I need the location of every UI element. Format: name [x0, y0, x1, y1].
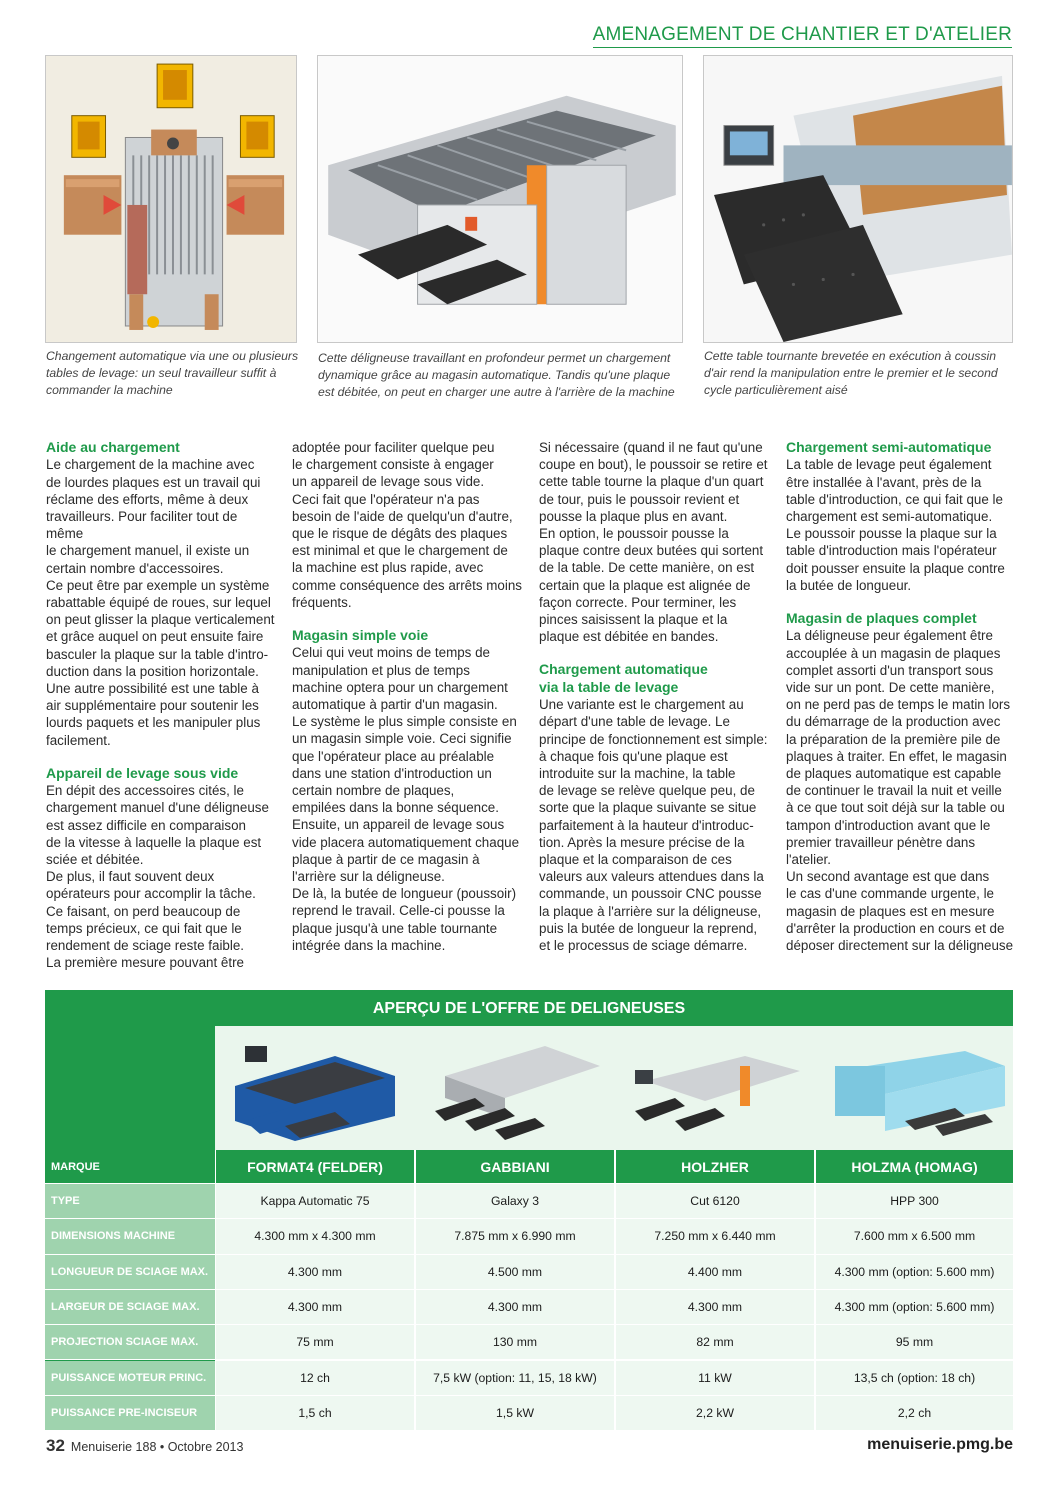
- table-cell: Galaxy 3: [415, 1184, 614, 1219]
- table-cell: 4.300 mm (option: 5.600 mm): [815, 1255, 1013, 1290]
- table-cell: 12 ch: [215, 1361, 414, 1396]
- paragraph: La table de levage peut également être installée à l'avant, près de la table d'introduction, ce qui fait que le chargement est semi-automatique. Le poussoir pousse la plaque sur la table d'introduction mais l'opérateur doit pousser ensuite la plaque contre la butée de longueur.: [786, 457, 1005, 593]
- table-cell: 4.300 mm (option: 5.600 mm): [815, 1290, 1013, 1325]
- table-cell: 95 mm: [815, 1325, 1013, 1360]
- table-row: [45, 1255, 1013, 1290]
- article-column-4: [786, 439, 1018, 954]
- row-label: PROJECTION SCIAGE MAX.: [45, 1325, 215, 1360]
- brand-cell: FORMAT4 (FELDER): [215, 1150, 414, 1184]
- table-cell: 11 kW: [615, 1361, 814, 1396]
- table-cell: 7,5 kW (option: 11, 15, 18 kW): [415, 1361, 614, 1396]
- brand-cell: HOLZMA (HOMAG): [815, 1150, 1013, 1184]
- row-label: LARGEUR DE SCIAGE MAX.: [45, 1290, 215, 1325]
- turning-table-photo: [703, 55, 1013, 343]
- row-label: TYPE: [45, 1184, 215, 1219]
- heading-magasin-complet: Magasin de plaques complet: [786, 610, 977, 627]
- paragraph: adoptée pour faciliter quelque peu le chargement consiste à engager un appareil de levage sous vide. Ceci fait que l'opérateur n'a pas besoin de l'aide de quelqu'un d'autre, que le risque de dégâts des plaques est minimal et que le chargement de la machine est plus rapide, avec comme conséquence des arrêts moins fréquents.: [292, 440, 522, 610]
- table-cell: Kappa Automatic 75: [215, 1184, 414, 1219]
- table-cell: 7.250 mm x 6.440 mm: [615, 1219, 814, 1254]
- footer-website-link[interactable]: menuiserie.pmg.be: [867, 1436, 1013, 1453]
- table-cell: 4.300 mm: [215, 1290, 414, 1325]
- paragraph: Celui qui veut moins de temps de manipulation et plus de temps machine optera pour un chargement automatique à partir d'un magasin. Le système le plus simple consiste en un magasin simple voie. Ceci signifie que l'opérateur place au préalable dans une station d'introduction un certain nombre de plaques, empilées dans la bonne séquence. Ensuite, un appareil de levage sous vide placera automatiquement chaque plaque à partir de ce magasin à l'arrière sur la déligneuse. De là, la butée de longueur (poussoir) reprend le travail. Celle-ci pousse la plaque jusqu'à une table tournante intégrée dans la machine.: [292, 645, 520, 953]
- table-cell: 4.300 mm: [415, 1290, 614, 1325]
- table-row: [45, 1396, 1013, 1431]
- table-cell: 4.300 mm: [215, 1255, 414, 1290]
- section-title: AMENAGEMENT DE CHANTIER ET D'ATELIER: [593, 24, 1012, 48]
- brand-row-label: MARQUE: [45, 1150, 215, 1184]
- paragraph: Si nécessaire (quand il ne faut qu'une coupe en bout), le poussoir se retire et cette table tourne la plaque d'un quart de tour, puis le poussoir revient et pousse la plaque plus en avant. En option, le poussoir pousse la plaque contre deux butées qui sortent de la table. De cette manière, on est certain que la plaque est alignée de façon correcte. Pour terminer, les pinces saisissent la plaque et la plaque est débitée en bandes.: [539, 440, 768, 645]
- machine-image-holzma: [815, 1026, 1014, 1150]
- heading-appareil-levage: Appareil de levage sous vide: [46, 764, 239, 781]
- page-number: 32: [46, 1436, 65, 1455]
- brand-cell: HOLZHER: [615, 1150, 814, 1184]
- footer-issue: [46, 1436, 243, 1456]
- panel-saw-photo: [317, 55, 683, 343]
- table-row: [45, 1290, 1013, 1325]
- table-row: [45, 1219, 1013, 1254]
- overview-title: APERÇU DE L'OFFRE DE DELIGNEUSES: [45, 990, 1013, 1026]
- table-row: [45, 1325, 1013, 1360]
- paragraph: Le chargement de la machine avec de lourdes plaques est un travail qui réclame des efforts, même à deux travailleurs. Pour faciliter tout de même le chargement manuel, il existe un certain nombre d'accessoires. Ce peut être par exemple un système rabattable équipé de roues, sur lequel on peut glisser la plaque verticalement et grâce auquel on peut ensuite faire basculer la plaque sur la table d'intro- duction dans la position horizontale. Une autre possibilité est une table à air supplémentaire pour soutenir les lourds paquets et les manipuler plus facilement.: [46, 457, 275, 748]
- table-cell: HPP 300: [815, 1184, 1013, 1219]
- table-cell: 82 mm: [615, 1325, 814, 1360]
- table-cell: 2,2 ch: [815, 1396, 1013, 1431]
- table-cell: 7.600 mm x 6.500 mm: [815, 1219, 1013, 1254]
- machine-image-format4: [215, 1026, 414, 1150]
- table-cell: 2,2 kW: [615, 1396, 814, 1431]
- machine-image-holzher: [615, 1026, 814, 1150]
- table-row: [45, 1184, 1013, 1219]
- photo-caption-1: Changement automatique via une ou plusieurs tables de levage: un seul travailleur suffit à commander la machine: [46, 349, 299, 397]
- heading-semi-auto: Chargement semi-automatique: [786, 439, 992, 455]
- paragraph: En dépit des accessoires cités, le chargement manuel d'une déligneuse est assez difficile en comparaison de la vitesse à laquelle la plaque est sciée et débitée. De plus, il faut souvent deux opérateurs pour accomplir la tâche. Ce faisant, on perd beaucoup de temps précieux, ce qui fait que le rendement de sciage reste faible. La première mesure pouvant être: [46, 783, 269, 971]
- row-label: PUISSANCE PRE-INCISEUR: [45, 1396, 215, 1431]
- table-cell: 1,5 ch: [215, 1396, 414, 1431]
- paragraph: Une variante est le chargement au départ d'une table de levage. Le principe de fonctionnement est simple: à chaque fois qu'une plaque est introduite sur la machine, la table de levage se relève quelque peu, de sorte que la plaque suivante se situe parfaitement à la hauteur d'introduc- tion. Après la mesure précise de la plaque et la comparaison de ces valeurs aux valeurs attendues dans la commande, un poussoir CNC pousse la plaque à l'arrière sur la déligneuse, puis la butée de longueur la reprend, et le processus de sciage démarre.: [539, 697, 768, 954]
- table-cell: 4.300 mm x 4.300 mm: [215, 1219, 414, 1254]
- table-cell: 75 mm: [215, 1325, 414, 1360]
- row-label: DIMENSIONS MACHINE: [45, 1219, 215, 1254]
- article-column-2: [292, 439, 524, 954]
- table-cell: 130 mm: [415, 1325, 614, 1360]
- heading-chargement-auto: Chargement automatique via la table de levage: [539, 661, 708, 695]
- machine-images-row: [215, 1026, 1013, 1150]
- photo-caption-3: Cette table tournante brevetée en exécution à coussin d'air rend la manipulation entre le premier et le second cycle particulièrement aisé: [704, 349, 998, 397]
- overview-table: [45, 990, 1013, 1428]
- table-cell: 7.875 mm x 6.990 mm: [415, 1219, 614, 1254]
- table-cell: 4.300 mm: [615, 1290, 814, 1325]
- table-cell: 4.500 mm: [415, 1255, 614, 1290]
- paragraph: La déligneuse peur également être accouplée à un magasin de plaques complet assorti d'un transport sous vide sur un pont. De cette manière, on ne perd pas de temps le matin lors du démarrage de la production avec la préparation de la première pile de plaques à traiter. En effet, le magasin de plaques automatique est capable de continuer le travail la nuit et veille à ce que tout soit déjà sur la table ou tampon d'introduction avant que le premier travailleur pénètre dans l'atelier. Un second avantage est que dans le cas d'une commande urgente, le magasin de plaques est en mesure d'arrêter la production en cours et de déposer directement sur la déligneuse: [786, 628, 1014, 954]
- heading-aide-chargement: Aide au chargement: [46, 439, 180, 455]
- table-cell: 1,5 kW: [415, 1396, 614, 1431]
- article-column-1: [46, 439, 278, 972]
- brand-cell: GABBIANI: [415, 1150, 614, 1184]
- row-label: PUISSANCE MOTEUR PRINC.: [45, 1361, 215, 1396]
- row-label: LONGUEUR DE SCIAGE MAX.: [45, 1255, 215, 1290]
- brand-row: [45, 1150, 1013, 1184]
- article-column-3: [539, 439, 771, 954]
- table-row: [45, 1361, 1013, 1396]
- issue-info: Menuiserie 188 • Octobre 2013: [70, 1440, 244, 1454]
- photo-caption-2: Cette déligneuse travaillant en profondeur permet un chargement dynamique grâce au magasin automatique. Tandis qu'une plaque est débitée, on peut en charger une autre à l'arrière de la machine: [318, 351, 675, 399]
- heading-magasin-simple: Magasin simple voie: [292, 627, 429, 644]
- table-cell: 4.400 mm: [615, 1255, 814, 1290]
- table-cell: 13,5 ch (option: 18 ch): [815, 1361, 1013, 1396]
- machine-image-gabbiani: [415, 1026, 614, 1150]
- loading-diagram-image: [45, 55, 297, 343]
- table-cell: Cut 6120: [615, 1184, 814, 1219]
